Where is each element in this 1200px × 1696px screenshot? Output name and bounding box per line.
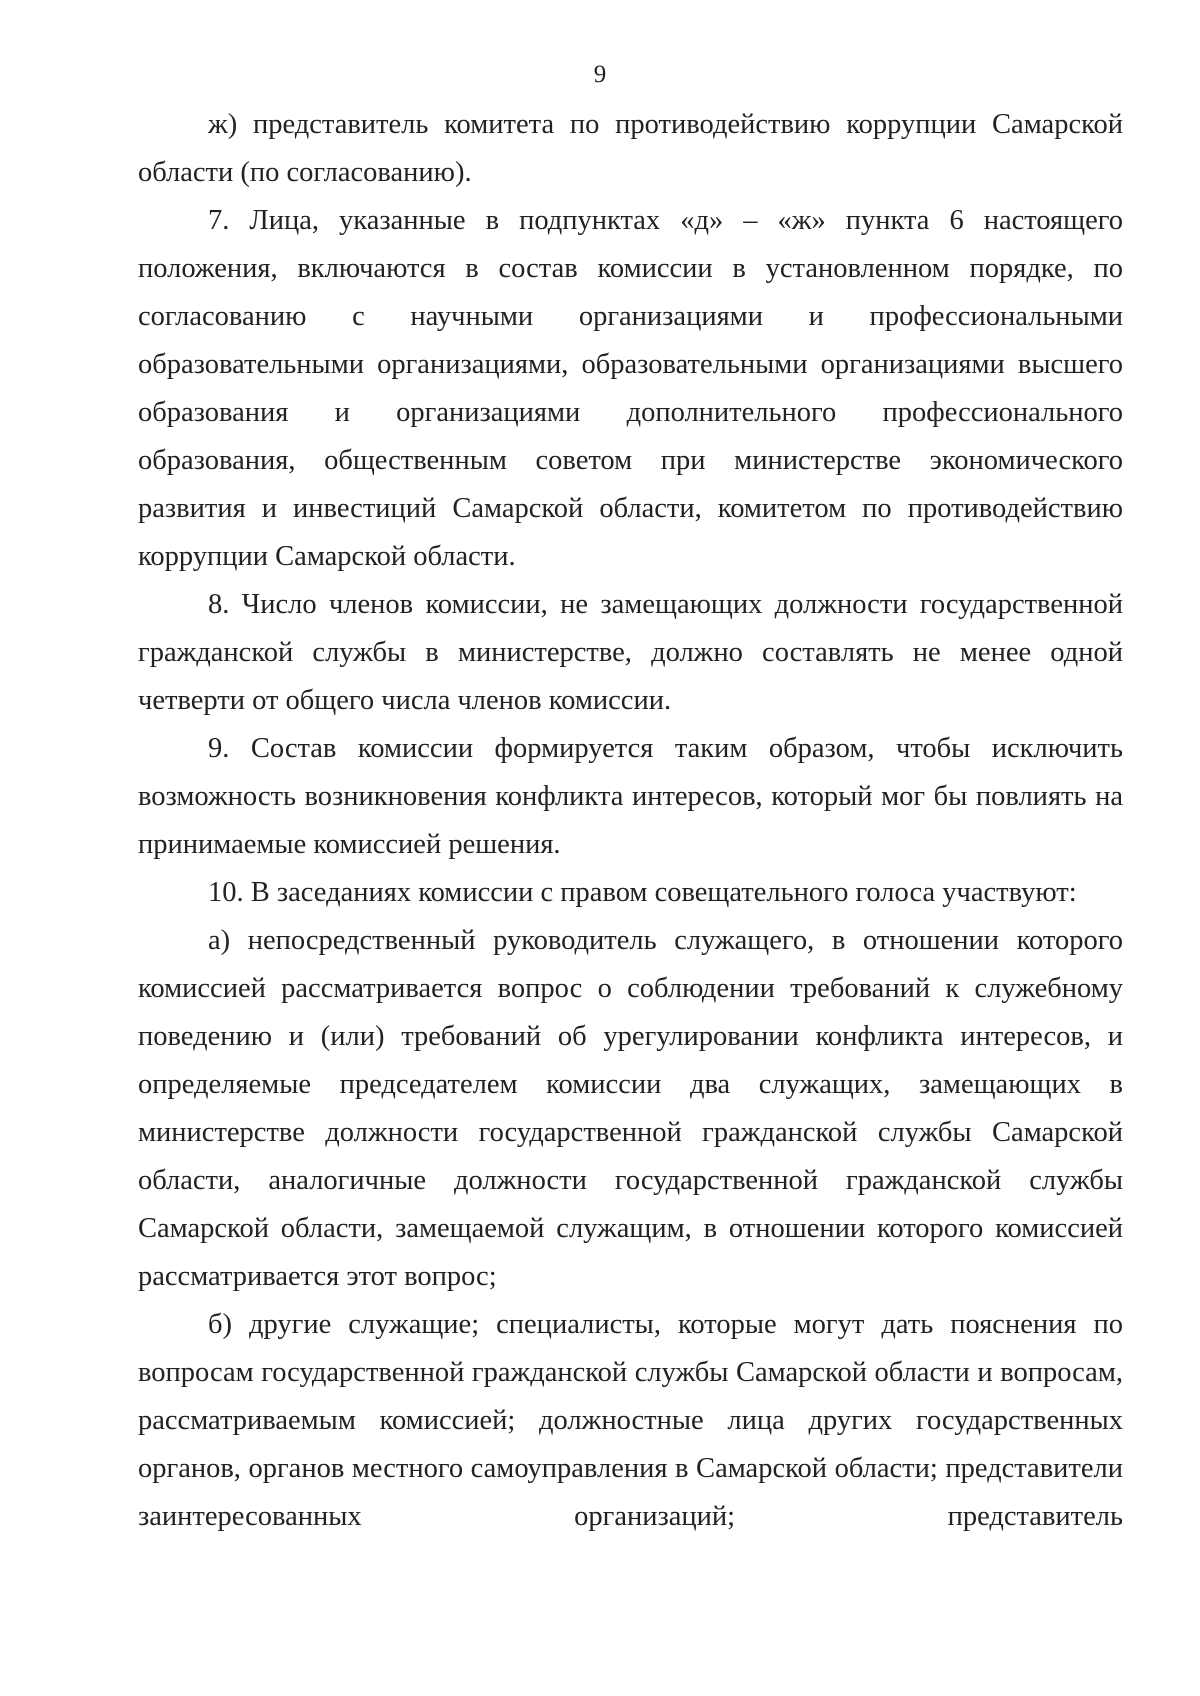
paragraph-10: 10. В заседаниях комиссии с правом совещательного голоса участвуют: <box>208 877 1077 908</box>
paragraph-10b: б) другие служащие; специалисты, которые могут дать пояснения по вопросам государственной гражданской службы Самарской области и вопросам, рассматриваемым комиссией; должностные лица других государственных органов, органов местного самоуправления в Самарской области; представители заинтересованных организаций; представитель <box>138 1309 1123 1532</box>
page-number: 9 <box>593 61 607 88</box>
document-body <box>138 101 1123 1541</box>
paragraph-zh: ж) представитель комитета по противодействию коррупции Самарской области (по согласованию). <box>138 109 1123 188</box>
paragraph-10a: а) непосредственный руководитель служащего, в отношении которого комиссией рассматривается вопрос о соблюдении требований к служебному поведению и (или) требований об урегулировании конфликта интересов, и определяемые председателем комиссии два служащих, замещающих в министерстве должности государственной гражданской службы Самарской области, аналогичные должности государственной гражданской службы Самарской области, замещаемой служащим, в отношении которого комиссией рассматривается этот вопрос; <box>138 925 1123 1292</box>
paragraph-8: 8. Число членов комиссии, не замещающих должности государственной гражданской службы в министерстве, должно составлять не менее одной четверти от общего числа членов комиссии. <box>138 589 1123 716</box>
paragraph-9: 9. Состав комиссии формируется таким образом, чтобы исключить возможность возникновения конфликта интересов, который мог бы повлиять на принимаемые комиссией решения. <box>138 733 1123 860</box>
paragraph-7: 7. Лица, указанные в подпунктах «д» – «ж» пункта 6 настоящего положения, включаются в состав комиссии в установленном порядке, по согласованию с научными организациями и профессиональными образовательными организациями, образовательными организациями высшего образования и организациями дополнительного профессионального образования, общественным советом при министерстве экономического развития и инвестиций Самарской области, комитетом по противодействию коррупции Самарской области. <box>138 205 1123 572</box>
